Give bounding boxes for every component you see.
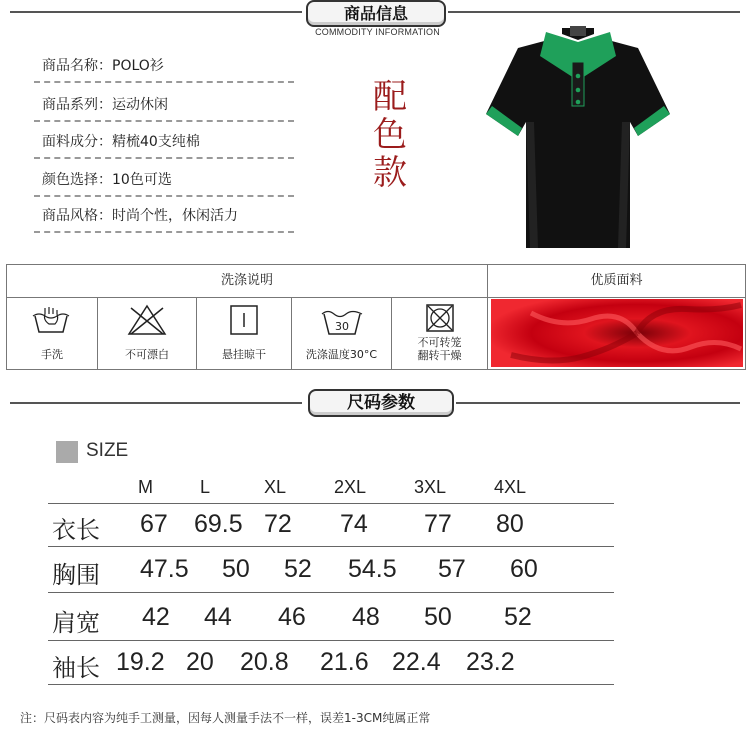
care-label	[392, 336, 487, 362]
info-row-name	[42, 55, 294, 75]
accent-char: 款	[373, 153, 407, 193]
section-title-commodity: 商品信息	[306, 0, 446, 27]
care-table	[6, 264, 746, 370]
table-cell: 52	[284, 555, 312, 583]
polo-shirt-image	[478, 18, 678, 254]
care-label: 洗涤温度30°C	[305, 348, 378, 361]
table-cell: 57	[438, 555, 466, 583]
table-rule	[48, 684, 614, 685]
care-item-wash-temp	[292, 298, 392, 369]
table-cell: 48	[352, 603, 380, 631]
fabric-swatch-image	[491, 299, 743, 367]
table-rule	[48, 592, 614, 593]
size-col-header: 4XL	[494, 477, 527, 497]
info-row-color	[42, 169, 294, 189]
info-row-style	[42, 205, 294, 225]
table-cell: 52	[504, 603, 532, 631]
table-cell: 50	[424, 603, 452, 631]
info-value: POLO衫	[112, 58, 164, 74]
row-label-sleeve: 袖长	[52, 654, 100, 682]
table-cell: 47.5	[140, 555, 189, 583]
table-cell: 54.5	[348, 555, 397, 583]
info-label: 商品风格：	[42, 208, 112, 224]
size-col-header: 2XL	[334, 477, 367, 497]
size-col-header: L	[200, 477, 211, 497]
care-item-no-tumble-dry	[392, 298, 488, 369]
size-col-header: XL	[264, 477, 287, 497]
table-cell: 22.4	[392, 648, 441, 676]
info-label: 面料成分：	[42, 134, 112, 150]
care-item-hand-wash	[7, 298, 98, 369]
accent-text	[368, 78, 412, 192]
care-label: 手洗	[41, 348, 63, 361]
size-note: 注：尺码表内容为纯手工测量，因每人测量手法不一样，误差1-3CM纯属正常	[20, 711, 431, 725]
divider	[34, 120, 294, 122]
wash-temp-icon	[320, 304, 364, 338]
table-cell: 23.2	[466, 648, 515, 676]
info-value: 运动休闲	[112, 97, 168, 113]
fabric-header: 优质面料	[488, 265, 745, 298]
table-cell: 46	[278, 603, 306, 631]
section-subtitle: COMMODITY INFORMATION	[315, 27, 440, 37]
table-cell: 21.6	[320, 648, 369, 676]
divider	[34, 195, 294, 197]
table-cell: 69.5	[194, 510, 243, 538]
size-col-header: 3XL	[414, 477, 447, 497]
table-cell: 74	[340, 510, 368, 538]
info-label: 颜色选择：	[42, 172, 112, 188]
care-label-line: 不可转笼	[417, 336, 462, 349]
divider	[34, 231, 294, 233]
info-value: 精梳40支纯棉	[112, 134, 200, 150]
accent-char: 色	[373, 115, 407, 155]
header-rule-left	[10, 402, 302, 404]
table-cell: 19.2	[116, 648, 165, 676]
row-label-length: 衣长	[52, 516, 100, 544]
header-rule-left	[10, 11, 302, 13]
table-rule	[48, 546, 614, 547]
table-cell: 77	[424, 510, 452, 538]
size-title: SIZE	[86, 440, 129, 461]
section-title-size: 尺码参数	[308, 389, 454, 417]
care-header: 洗涤说明	[7, 265, 488, 298]
care-item-no-bleach	[98, 298, 197, 369]
care-label: 不可漂白	[125, 348, 169, 361]
table-rule	[48, 640, 614, 641]
table-cell: 80	[496, 510, 524, 538]
table-cell: 50	[222, 555, 250, 583]
table-cell: 20.8	[240, 648, 289, 676]
header-rule-right	[456, 402, 740, 404]
table-rule	[48, 503, 614, 504]
size-col-header: M	[138, 477, 153, 497]
row-label-shoulder: 肩宽	[52, 609, 100, 637]
header-rule-right	[448, 11, 740, 13]
care-item-hang-dry	[197, 298, 292, 369]
divider	[34, 157, 294, 159]
info-value: 10色可选	[112, 172, 172, 188]
info-label: 商品名称：	[42, 58, 112, 74]
temp-value: 30	[335, 320, 349, 333]
care-label: 悬挂晾干	[222, 348, 266, 361]
table-cell: 42	[142, 603, 170, 631]
table-cell: 44	[204, 603, 232, 631]
row-label-chest: 胸围	[52, 561, 100, 589]
table-cell: 20	[186, 648, 214, 676]
info-value: 时尚个性，休闲活力	[112, 208, 238, 224]
divider	[34, 81, 294, 83]
hand-wash-icon	[31, 306, 71, 336]
hang-dry-icon	[229, 304, 259, 336]
table-cell: 67	[140, 510, 168, 538]
info-label: 商品系列：	[42, 97, 112, 113]
size-marker	[56, 441, 78, 463]
accent-char: 配	[373, 77, 407, 117]
care-label-line: 翻转干燥	[417, 349, 462, 362]
info-row-series	[42, 94, 294, 114]
no-tumble-dry-icon	[425, 303, 455, 333]
info-row-fabric	[42, 131, 294, 151]
table-cell: 72	[264, 510, 292, 538]
table-cell: 60	[510, 555, 538, 583]
no-bleach-icon	[127, 304, 167, 336]
